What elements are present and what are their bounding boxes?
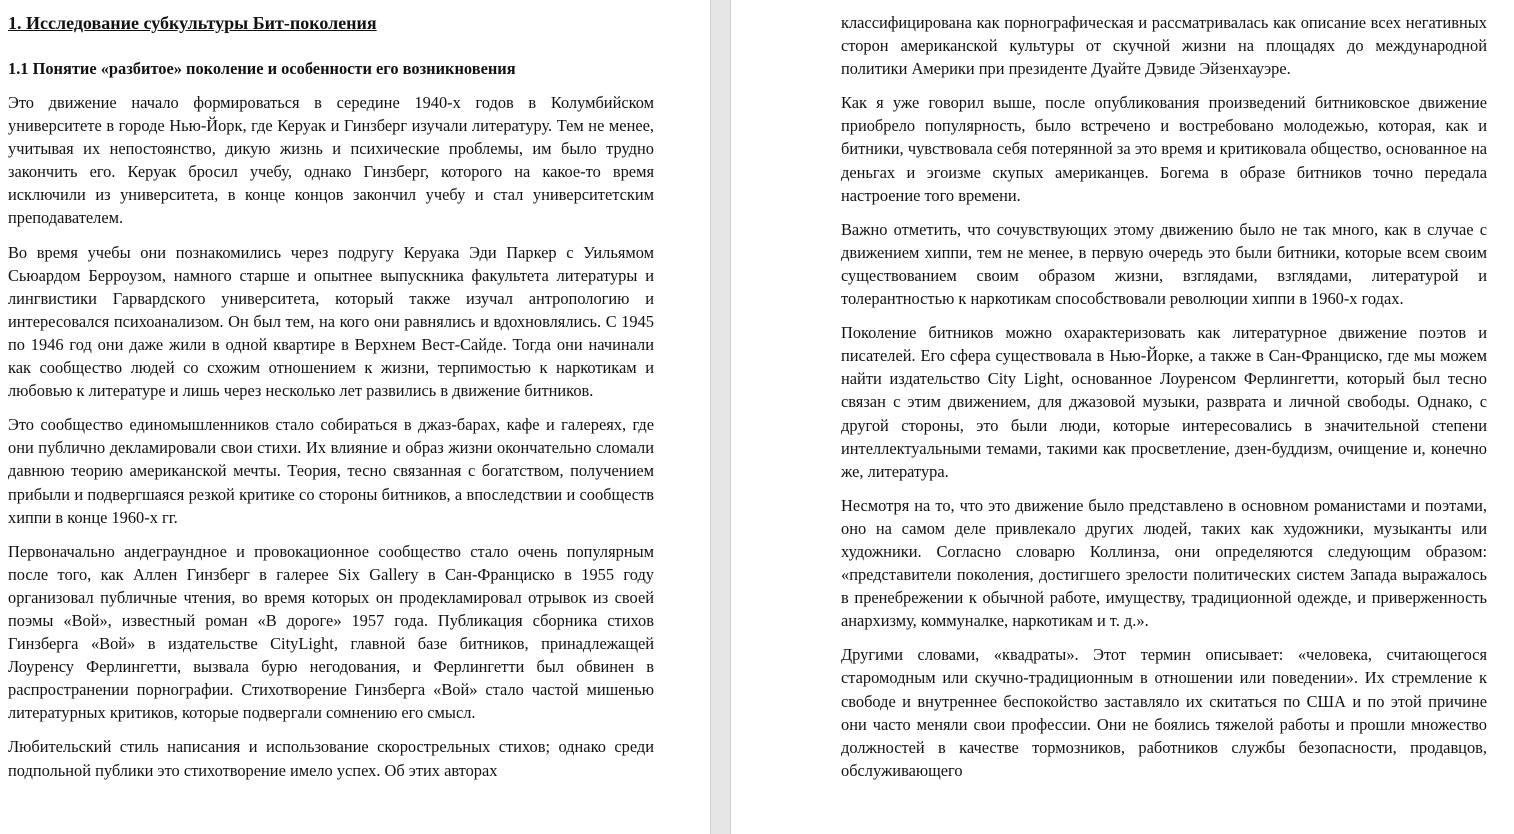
paragraph-3: Это сообщество единомышленников стало собираться в джаз-барах, кафе и галереях, где они публично декламировали свои стихи. Их влияние и образ жизни окончательно сломали давнюю теорию американской мечты. Теория, тесно связанная с богатством, получением прибыли и подвергшаяся резкой критике со стороны битников, а впоследствии и сообществ хиппи в конце 1960-х гг. [8,415,654,527]
paragraph-6: классифицирована как порнографическая и рассматривалась как описание всех негативных сторон американской культуры от скучной жизни на площадях до международной политики Америки при президенте Дуайте Дэвиде Эйзенхауэре. [841,13,1487,79]
paragraph-7: Как я уже говорил выше, после опубликования произведений битниковское движение приобрело популярность, было встречено и востребовано молодежью, которая, как и битники, чувствовала себя потерянной за это время и критиковала общество, основанное на деньгах и эгоизме скупых американцев. Богема в образе битников точно передала настроение того времени. [841,93,1487,205]
section-heading: 1. Исследование субкультуры Бит-поколения [8,13,377,33]
document-page-left[interactable] [8,0,654,834]
paragraph-5: Любительский стиль написания и использование скорострельных стихов; однако среди подпольной публики это стихотворение имело успех. Об этих авторах [8,737,654,780]
document-page-right[interactable] [841,0,1487,834]
page-gutter [710,0,731,834]
paragraph-4: Первоначально андеграундное и провокационное сообщество стало очень популярным после того, как Аллен Гинзберг в галерее Six Gallery в Сан-Франциско в 1955 году организовал публичные чтения, во время которых он продекламировал отрывок из своей поэмы «Вой», известный роман «В дороге» 1957 года. Публикация сборника стихов Гинзберга «Вой» в издательстве CityLight, главной базе битников, принадлежащей Лоуренсу Ферлингетти, вызвала бурю негодования, и Ферлингетти был обвинен в распространении порнографии. Стихотворение Гинзберга «Вой» стало частой мишенью литературных критиков, которые подвергали сомнению его смысл. [8,541,654,723]
subsection-heading: 1.1 Понятие «разбитое» поколение и особенности его возникновения [8,59,516,78]
paragraph-9: Поколение битников можно охарактеризовать как литературное движение поэтов и писателей. Его сфера существовала в Нью-Йорке, а также в Сан-Франциско, где мы можем найти издательство City Light, основанное Лоуренсом Ферлингетти, который был тесно связан с этим движением, для джазовой музыки, разврата и личной свободы. Однако, с другой стороны, это были люди, которые интересовались в значительной степени интеллектуальными темами, такими как просветление, дзен-буддизм, очищение и, конечно же, литература. [841,323,1487,481]
paragraph-1: Это движение начало формироваться в середине 1940-х годов в Колумбийском университете в городе Нью-Йорк, где Керуак и Гинзберг изучали литературу. Тем не менее, учитывая их непостоянство, дикую жизнь и психические проблемы, им было трудно закончить его. Керуак бросил учебу, однако Гинзберг, которого на какое-то время исключили из университета, в конце концов закончил учебу и стал университетским преподавателем. [8,93,654,228]
paragraph-10: Несмотря на то, что это движение было представлено в основном романистами и поэтами, оно на самом деле привлекало других людей, таких как художники, музыканты или художники. Согласно словарю Коллинза, они определяются следующим образом: «представители поколения, достигшего зрелости политических систем Запада выражалось в пренебрежении к обычной работе, имуществу, традиционной одежде, и приверженность анархизму, коммуналке, наркотикам и т. д.». [841,495,1487,631]
paragraph-2: Во время учебы они познакомились через подругу Керуака Эди Паркер с Уильямом Сьюардом Берроузом, намного старше и опытнее выпускника факультета литературы и лингвистики Гарвардского университета, который также изучал антропологию и интересовался психоанализом. Он был тем, на кого они равнялись и вдохновлялись. С 1945 по 1946 год они даже жили в одной квартире в Верхнем Вест-Сайде. Тогда они начинали как сообщество людей со схожим отношением к жизни, терпимостью к наркотикам и любовью к литературе и лишь через несколько лет развились в движение битников. [8,242,654,401]
paragraph-8: Важно отметить, что сочувствующих этому движению было не так много, как в случае с движением хиппи, тем не менее, в первую очередь это были битники, которые всем своим существованием своим образом жизни, взглядами, взглядами, литературой и толерантностью к наркотикам способствовали революции хиппи в 1960-х годах. [841,219,1487,309]
paragraph-11: Другими словами, «квадраты». Этот термин описывает: «человека, считающегося старомодным или скучно-традиционным в отношении или поведении». Их стремление к свободе и внутреннее беспокойство заставляло их скитаться по США и по этой причине они часто меняли свои профессии. Они не боялись тяжелой работы и прошли множество должностей в качестве тормозников, работников службы безопасности, продавцов, обслуживающего [841,645,1487,780]
